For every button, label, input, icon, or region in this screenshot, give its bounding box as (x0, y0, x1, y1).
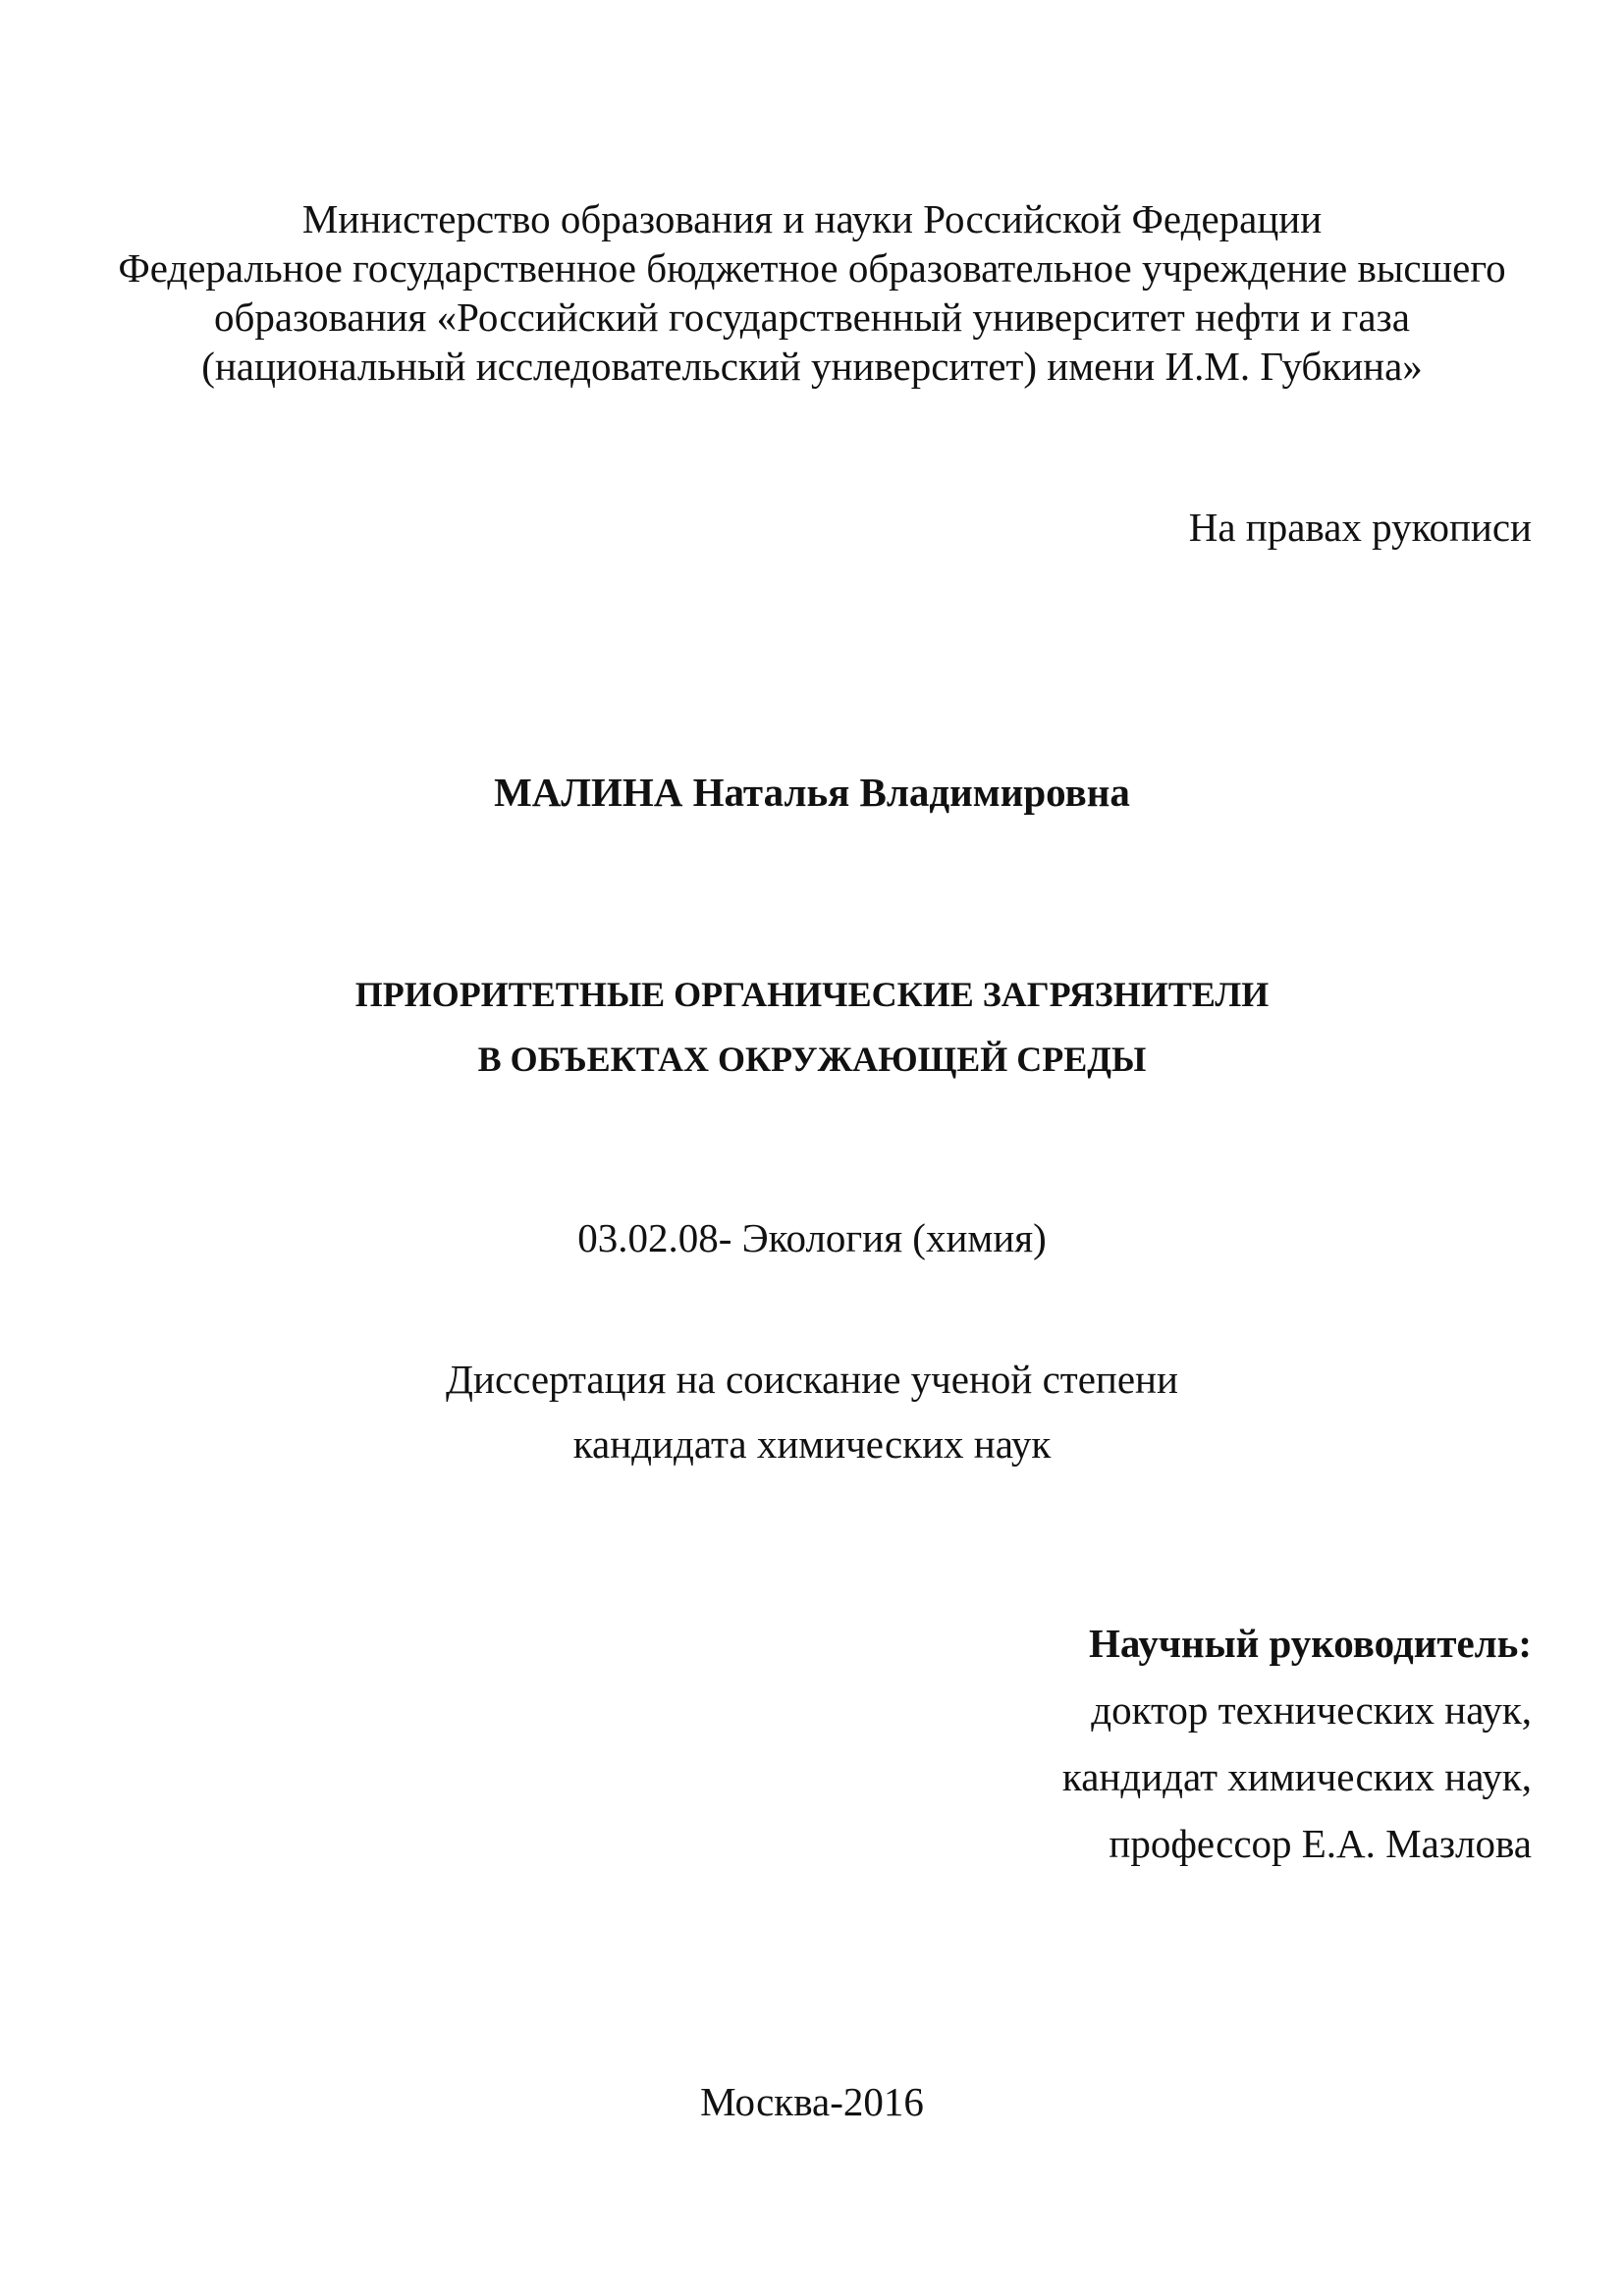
degree-line: кандидата химических наук (572, 1421, 1052, 1467)
specialty-text: 03.02.08- Экология (химия) (577, 1215, 1047, 1260)
organization-line: (национальный исследовательский университет) имени И.М. Губкина» (201, 344, 1423, 389)
supervisor-heading: Научный руководитель: (1089, 1621, 1532, 1666)
supervisor-line: профессор Е.А. Мазлова (1109, 1821, 1532, 1866)
title-line: В ОБЪЕКТАХ ОКРУЖАЮЩЕЙ СРЕДЫ (477, 1040, 1147, 1079)
degree-statement (0, 1347, 1624, 1476)
organization-line: образования «Российский государственный университет нефти и газа (214, 294, 1410, 340)
degree-line: Диссертация на соискание ученой степени (446, 1357, 1178, 1402)
manuscript-note-text: На правах рукописи (1188, 505, 1532, 550)
city-year-footer (0, 2077, 1624, 2126)
city-year-text: Москва-2016 (700, 2079, 924, 2124)
supervisor-line: кандидат химических наук, (1061, 1754, 1532, 1799)
organization-line: Федеральное государственное бюджетное образовательное учреждение высшего (118, 245, 1506, 291)
supervisor-line: доктор технических наук, (1091, 1687, 1532, 1733)
dissertation-title (0, 962, 1624, 1092)
author-name-text: МАЛИНА Наталья Владимировна (494, 770, 1130, 815)
organization-header (0, 194, 1624, 391)
author-name (0, 768, 1624, 817)
specialty-code (0, 1213, 1624, 1262)
organization-line: Министерство образования и науки Российской Федерации (301, 196, 1323, 241)
supervisor-block (1062, 1610, 1532, 1877)
manuscript-note (1189, 503, 1532, 552)
title-line: ПРИОРИТЕТНЫЕ ОРГАНИЧЕСКИЕ ЗАГРЯЗНИТЕЛИ (354, 975, 1270, 1014)
